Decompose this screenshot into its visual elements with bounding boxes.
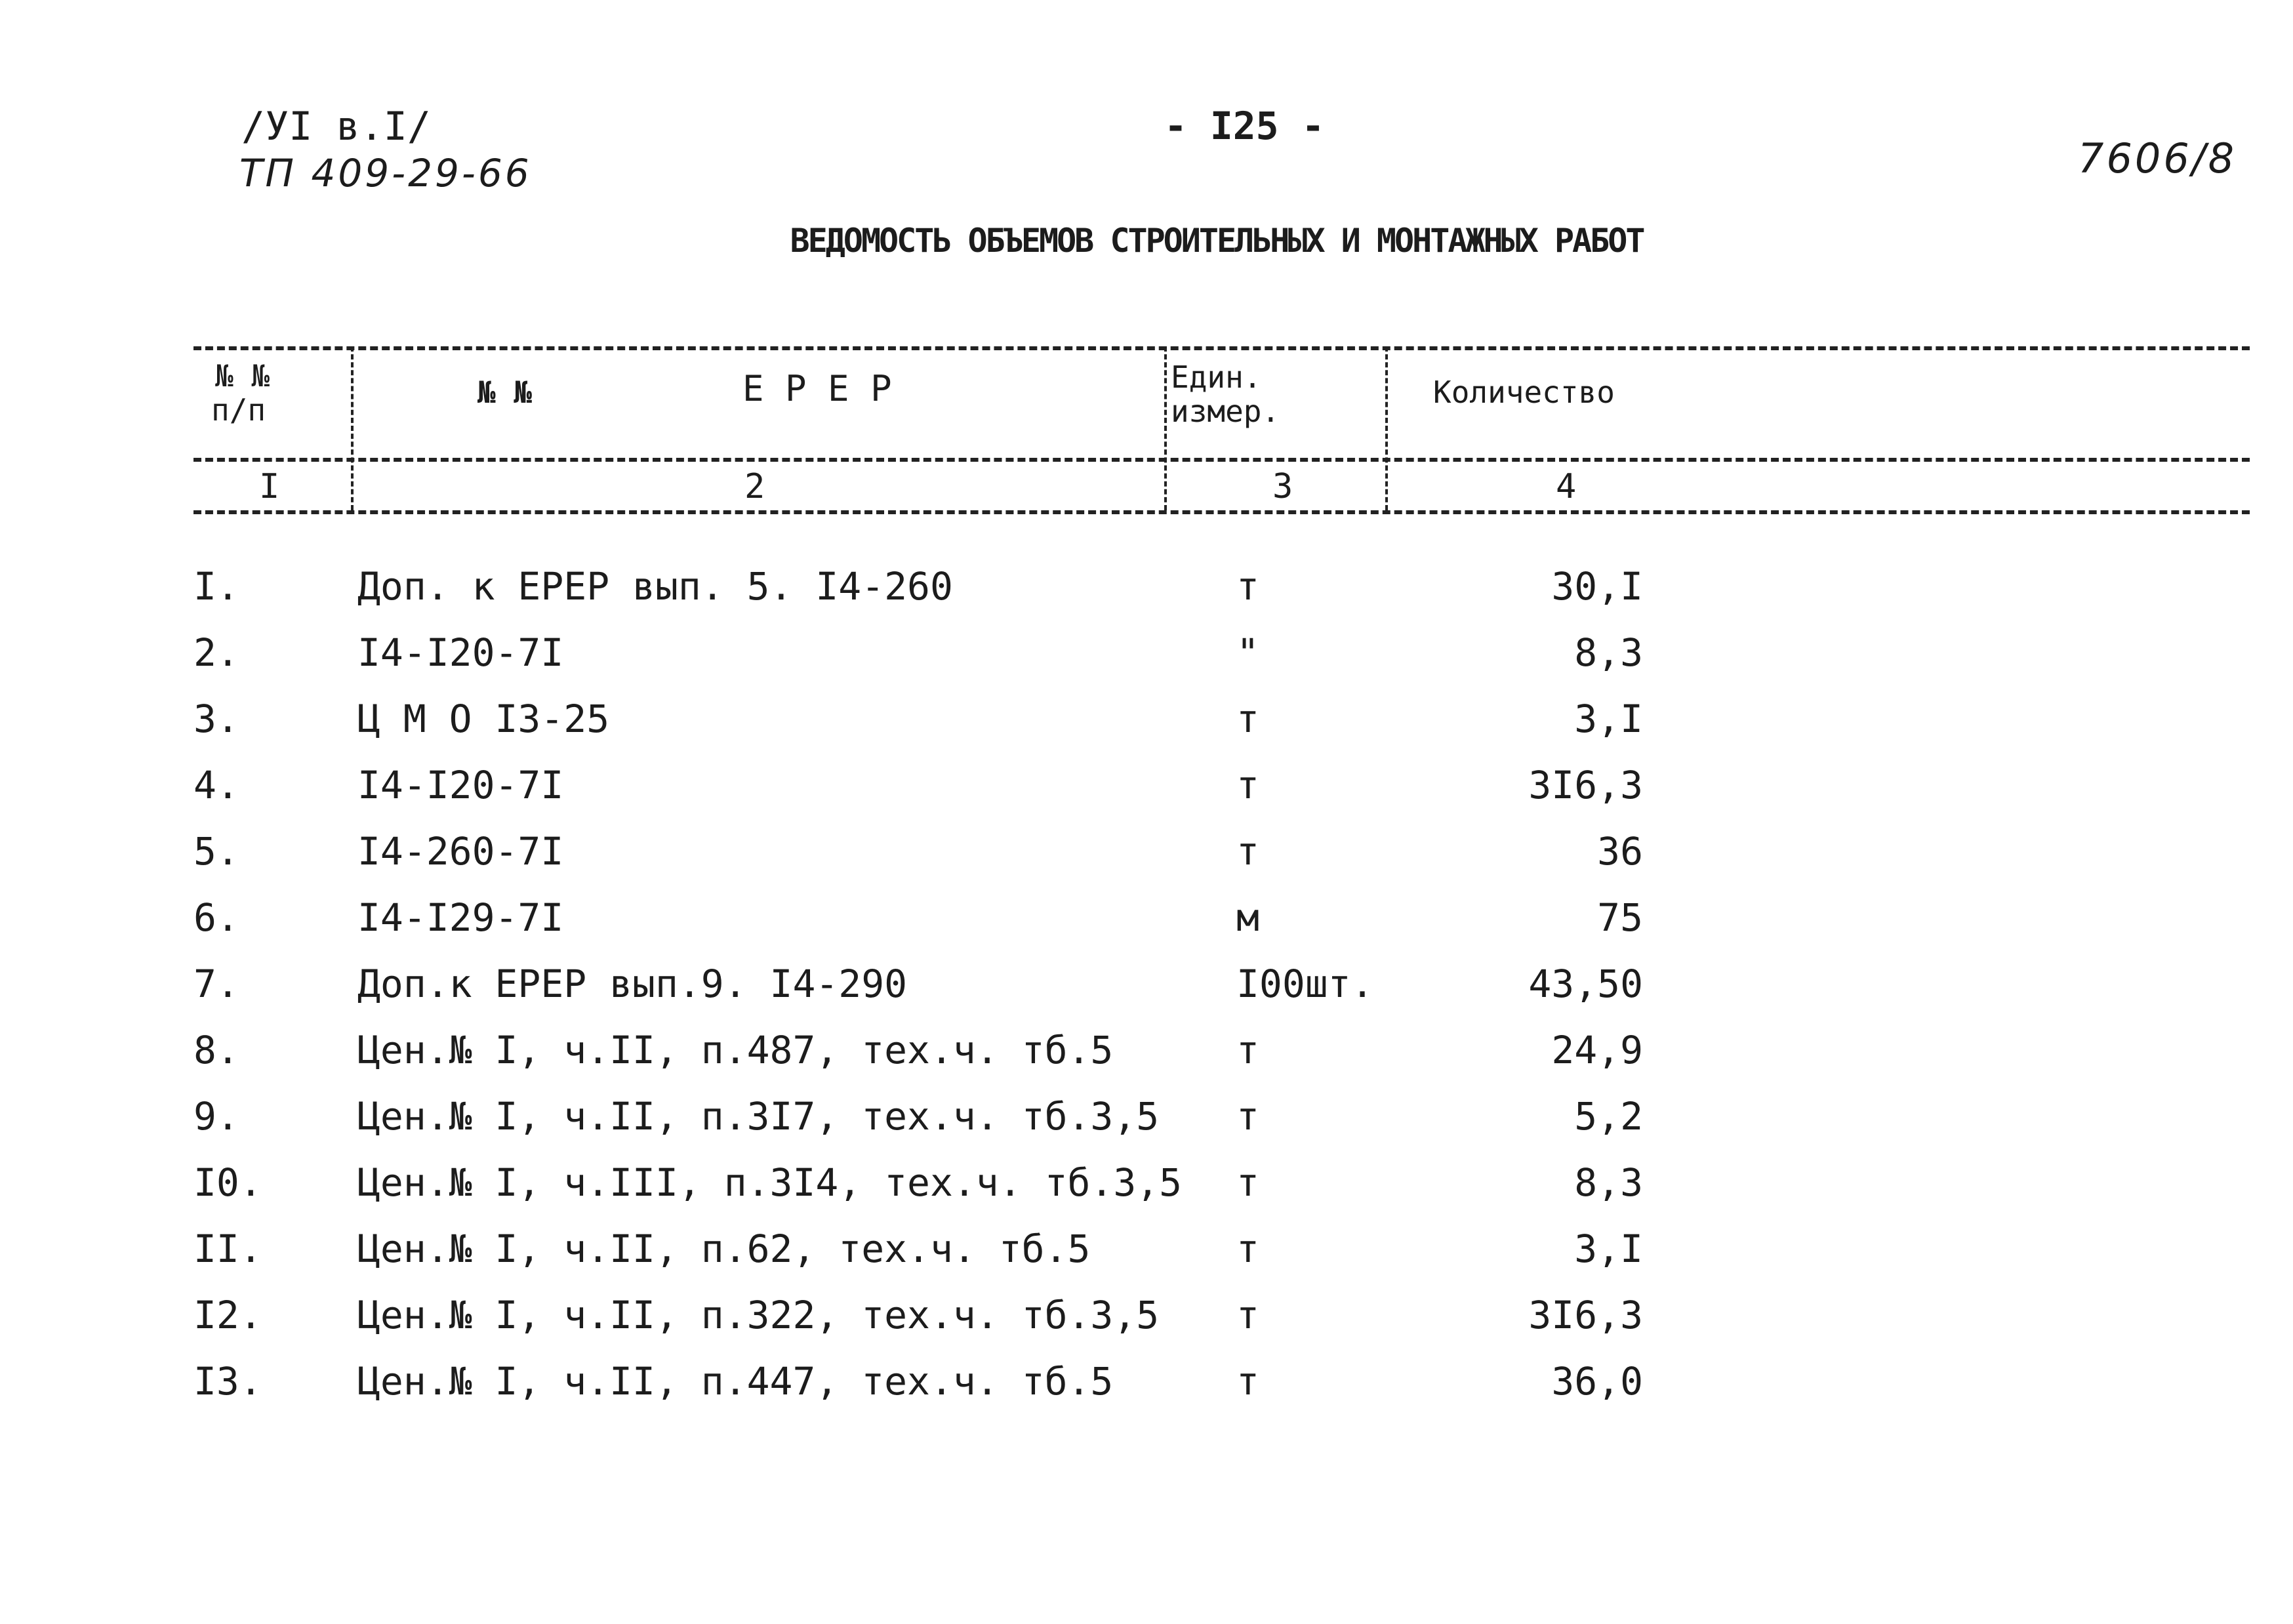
row-quantity: 5,2 bbox=[1574, 1094, 1643, 1139]
column-divider bbox=[1385, 346, 1388, 510]
table-row bbox=[0, 1227, 2293, 1292]
column-number-4: 4 bbox=[1556, 467, 1577, 506]
column-number-3: 3 bbox=[1272, 467, 1293, 506]
table-header-rule bbox=[193, 458, 2250, 462]
row-number: I2. bbox=[193, 1293, 262, 1337]
column-number-1: I bbox=[259, 467, 280, 506]
row-name: Цен.№ I, ч.III, п.3I4, тех.ч. тб.3,5 bbox=[357, 1160, 1183, 1205]
header-name-title: Е Р Е Р bbox=[742, 368, 892, 409]
table-colnum-rule bbox=[193, 510, 2250, 514]
row-quantity: 3I6,3 bbox=[1528, 1293, 1643, 1337]
row-number: 3. bbox=[193, 697, 239, 741]
row-quantity: 43,50 bbox=[1528, 962, 1643, 1006]
document-code: 7606/8 bbox=[2078, 134, 2237, 182]
row-number: 4. bbox=[193, 763, 239, 807]
table-row bbox=[0, 1293, 2293, 1358]
row-quantity: 3,I bbox=[1574, 697, 1643, 741]
table-row bbox=[0, 895, 2293, 961]
row-name: Ц М О I3-25 bbox=[357, 697, 610, 741]
row-number: 5. bbox=[193, 829, 239, 874]
table-row bbox=[0, 630, 2293, 696]
row-number: 7. bbox=[193, 962, 239, 1006]
row-quantity: 75 bbox=[1597, 895, 1643, 940]
row-unit: I00шт. bbox=[1236, 962, 1374, 1006]
row-quantity: 8,3 bbox=[1574, 630, 1643, 675]
row-unit: т bbox=[1236, 1359, 1259, 1404]
row-name: Цен.№ I, ч.II, п.447, тех.ч. тб.5 bbox=[357, 1359, 1114, 1404]
row-number: 9. bbox=[193, 1094, 239, 1139]
row-number: 8. bbox=[193, 1028, 239, 1072]
row-name: Цен.№ I, ч.II, п.62, тех.ч. тб.5 bbox=[357, 1227, 1091, 1271]
table-row bbox=[0, 962, 2293, 1027]
header-qty: Количество bbox=[1433, 375, 1615, 410]
row-number: I3. bbox=[193, 1359, 262, 1404]
row-number: 6. bbox=[193, 895, 239, 940]
row-quantity: 24,9 bbox=[1551, 1028, 1643, 1072]
header-num-line1: № № bbox=[215, 358, 270, 394]
row-unit: т bbox=[1236, 1094, 1259, 1139]
volume-label: /УI в.I/ bbox=[241, 104, 431, 150]
row-name: I4-I29-7I bbox=[357, 895, 564, 940]
row-name: Цен.№ I, ч.II, п.322, тех.ч. тб.3,5 bbox=[357, 1293, 1160, 1337]
row-number: I0. bbox=[193, 1160, 262, 1205]
table-row bbox=[0, 763, 2293, 828]
table-row bbox=[0, 1359, 2293, 1425]
header-num-line2: п/п bbox=[211, 392, 266, 428]
row-unit: " bbox=[1236, 630, 1259, 675]
table-row bbox=[0, 829, 2293, 895]
row-quantity: 30,I bbox=[1551, 564, 1643, 609]
row-number: II. bbox=[193, 1227, 262, 1271]
row-name: I4-I20-7I bbox=[357, 630, 564, 675]
table-row bbox=[0, 1160, 2293, 1226]
row-quantity: 36 bbox=[1597, 829, 1643, 874]
row-unit: м bbox=[1236, 895, 1259, 940]
table-row bbox=[0, 1028, 2293, 1093]
page-number: - I25 - bbox=[1164, 104, 1325, 148]
row-unit: т bbox=[1236, 564, 1259, 609]
row-number: I. bbox=[193, 564, 239, 609]
row-unit: т bbox=[1236, 697, 1259, 741]
row-name: Цен.№ I, ч.II, п.3I7, тех.ч. тб.3,5 bbox=[357, 1094, 1160, 1139]
document-title: ВЕДОМОСТЬ ОБЪЕМОВ СТРОИТЕЛЬНЫХ И МОНТАЖНЫХ РАБОТ bbox=[790, 222, 1644, 260]
table-top-rule bbox=[193, 346, 2250, 350]
table-row bbox=[0, 697, 2293, 762]
row-quantity: 36,0 bbox=[1551, 1359, 1643, 1404]
table-row bbox=[0, 564, 2293, 630]
row-unit: т bbox=[1236, 1028, 1259, 1072]
table-row bbox=[0, 1094, 2293, 1160]
row-unit: т bbox=[1236, 1293, 1259, 1337]
column-number-2: 2 bbox=[744, 467, 765, 506]
column-divider bbox=[351, 346, 354, 510]
header-name-marks: № № bbox=[477, 375, 533, 410]
column-divider bbox=[1164, 346, 1167, 510]
row-unit: т bbox=[1236, 763, 1259, 807]
row-number: 2. bbox=[193, 630, 239, 675]
row-name: Доп.к ЕРЕР вып.9. I4-290 bbox=[357, 962, 908, 1006]
row-quantity: 8,3 bbox=[1574, 1160, 1643, 1205]
row-unit: т bbox=[1236, 1227, 1259, 1271]
row-unit: т bbox=[1236, 829, 1259, 874]
row-quantity: 3I6,3 bbox=[1528, 763, 1643, 807]
header-unit-line1: Един. bbox=[1171, 359, 1262, 395]
project-code: ТП 409-29-66 bbox=[239, 151, 532, 195]
row-quantity: 3,I bbox=[1574, 1227, 1643, 1271]
row-name: Доп. к ЕРЕР вып. 5. I4-260 bbox=[357, 564, 953, 609]
row-unit: т bbox=[1236, 1160, 1259, 1205]
row-name: I4-I20-7I bbox=[357, 763, 564, 807]
row-name: I4-260-7I bbox=[357, 829, 564, 874]
header-unit-line2: измер. bbox=[1171, 394, 1280, 429]
row-name: Цен.№ I, ч.II, п.487, тех.ч. тб.5 bbox=[357, 1028, 1114, 1072]
